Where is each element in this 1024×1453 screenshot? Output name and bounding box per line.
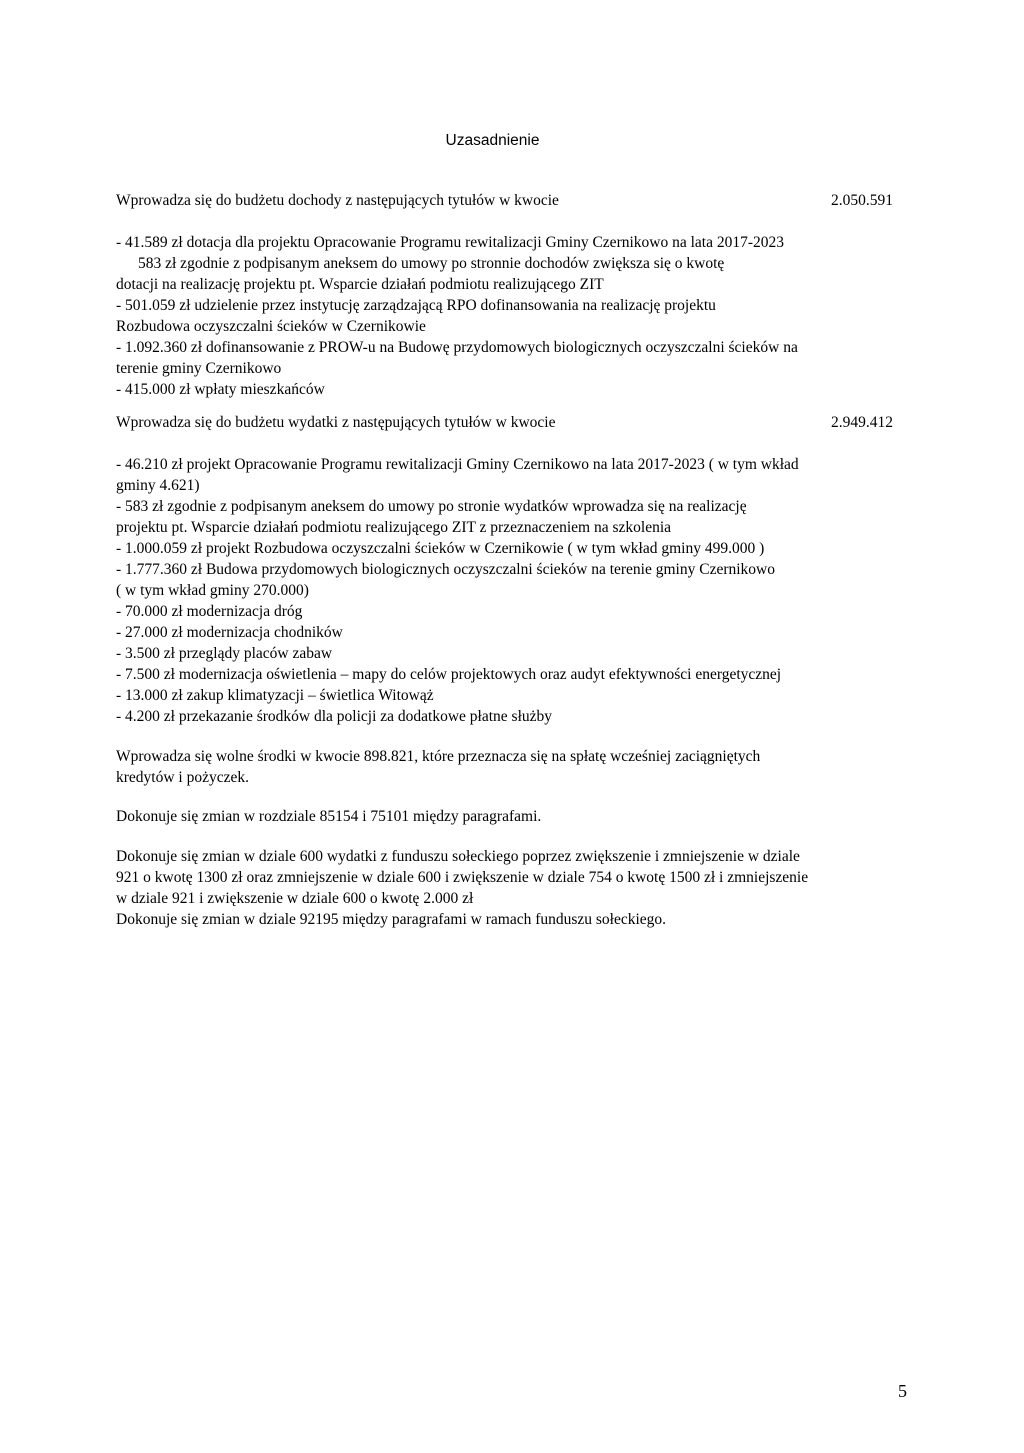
income-line: terenie gminy Czernikowo (116, 360, 282, 377)
income-line: - 501.059 zł udzielenie przez instytucję zarządzającą RPO dofinansowania na realizację projektu (116, 297, 716, 314)
expense-line: ( w tym wkład gminy 270.000) (116, 582, 309, 599)
income-line: dotacji na realizację projektu pt. Wsparcie działań podmiotu realizującego ZIT (116, 276, 604, 293)
expense-line: - 1.000.059 zł projekt Rozbudowa oczyszczalni ścieków w Czernikowie ( w tym wkład gminy 499.000 ) (116, 540, 765, 557)
expense-line: - 7.500 zł modernizacja oświetlenia – mapy do celów projektowych oraz audyt efektywności energetycznej (116, 666, 782, 683)
expense-line: - 27.000 zł modernizacja chodników (116, 624, 343, 641)
income-intro: Wprowadza się do budżetu dochody z następujących tytułów w kwocie (116, 192, 559, 209)
income-line: Rozbudowa oczyszczalni ścieków w Czernikowie (116, 318, 426, 335)
paragraph-changes: Dokonuje się zmian w rozdziale 85154 i 75101 między paragrafami. (116, 808, 542, 825)
expense-line: - 1.777.360 zł Budowa przydomowych biologicznych oczyszczalni ścieków na terenie gminy Czernikowo (116, 561, 775, 578)
page-number: 5 (898, 1381, 907, 1401)
expense-line: gminy 4.621) (116, 477, 200, 494)
expense-total: 2.949.412 (831, 414, 893, 431)
free-funds-line: Wprowadza się wolne środki w kwocie 898.821, które przeznacza się na spłatę wcześniej zaciągniętych (116, 748, 761, 765)
expense-line: - 13.000 zł zakup klimatyzacji – świetlica Witowąż (116, 687, 434, 704)
income-line: - 1.092.360 zł dofinansowanie z PROW-u na Budowę przydomowych biologicznych oczyszczalni ścieków na (116, 339, 798, 356)
income-line: 583 zł zgodnie z podpisanym aneksem do umowy po stronnie dochodów zwiększa się o kwotę (138, 255, 725, 272)
village-fund-line: 921 o kwotę 1300 zł oraz zmniejszenie w dziale 600 i zwiększenie w dziale 754 o kwotę 1500 zł i zmniejszenie (116, 869, 809, 886)
village-fund-line: Dokonuje się zmian w dziale 92195 między paragrafami w ramach funduszu sołeckiego. (116, 911, 667, 928)
expense-line: projektu pt. Wsparcie działań podmiotu realizującego ZIT z przeznaczeniem na szkolenia (116, 519, 672, 536)
village-fund-line: w dziale 921 i zwiększenie w dziale 600 o kwotę 2.000 zł (116, 890, 474, 907)
expense-line: - 3.500 zł przeglądy placów zabaw (116, 645, 333, 662)
income-total: 2.050.591 (831, 192, 893, 209)
expense-line: - 46.210 zł projekt Opracowanie Programu rewitalizacji Gminy Czernikowo na lata 2017-2023 ( w tym wkład (116, 456, 799, 473)
income-line: - 41.589 zł dotacja dla projektu Opracowanie Programu rewitalizacji Gminy Czernikowo na lata 2017-2023 (116, 234, 785, 251)
free-funds-line: kredytów i pożyczek. (116, 769, 249, 786)
expense-line: - 583 zł zgodnie z podpisanym aneksem do umowy po stronie wydatków wprowadza się na realizację (116, 498, 747, 515)
village-fund-line: Dokonuje się zmian w dziale 600 wydatki z funduszu sołeckiego poprzez zwiększenie i zmniejszenie w dziale (116, 848, 800, 865)
page-title: Uzasadnienie (445, 132, 540, 149)
expense-line: - 70.000 zł modernizacja dróg (116, 603, 303, 620)
expense-line: - 4.200 zł przekazanie środków dla policji za dodatkowe płatne służby (116, 708, 553, 725)
expense-intro: Wprowadza się do budżetu wydatki z następujących tytułów w kwocie (116, 414, 556, 431)
income-line: - 415.000 zł wpłaty mieszkańców (116, 381, 325, 398)
